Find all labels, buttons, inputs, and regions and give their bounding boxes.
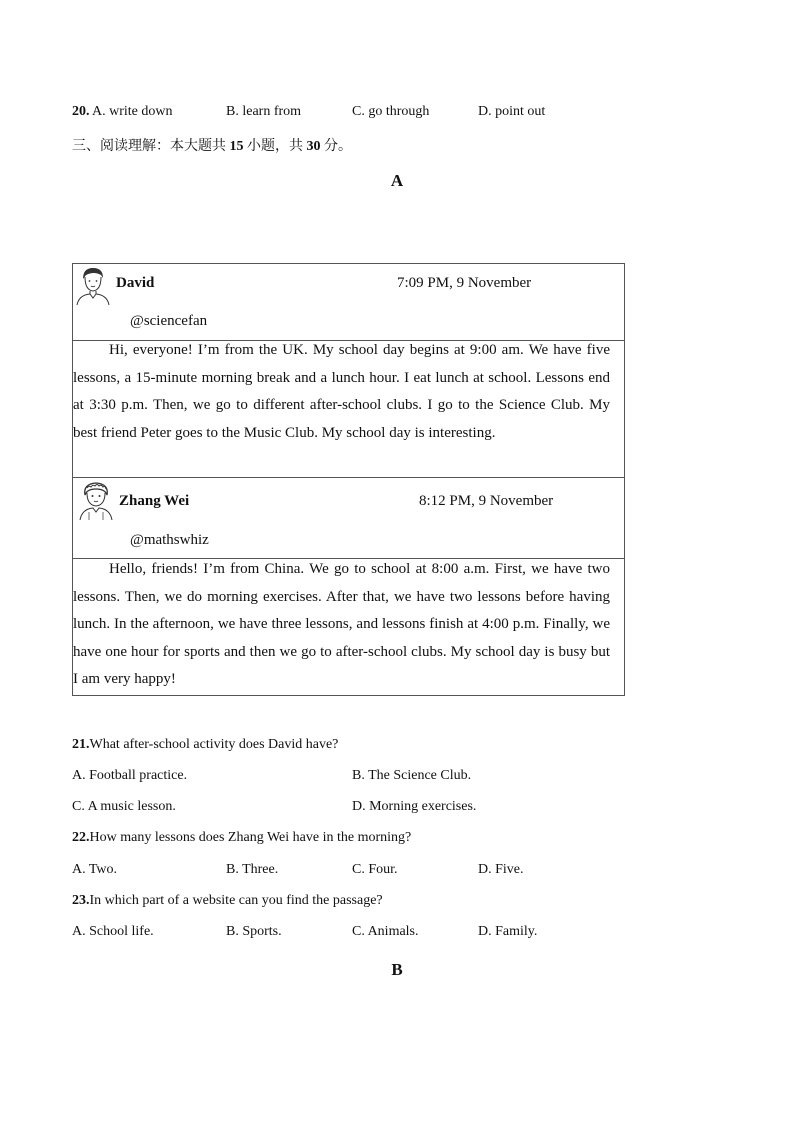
option-c: C. Animals. [352,924,419,939]
question-number: 20. [72,104,90,119]
option-b: B. Sports. [226,924,282,939]
option-a: A. School life. [72,924,154,939]
post-body: Hello, friends! I’m from China. We go to school at 8:00 a.m. First, we have two lessons. Then, we do morning exercises. After that, we have two lessons before having lunch. In the afternoon, we have three lessons, and lessons finish at 4:00 p.m. Finally, we have one hour for sports and then we go to after-school clubs. My school day is busy but I am very happy! [73,561,610,687]
option-b: B. learn from [226,104,302,119]
question-22 [72,830,411,846]
question-text: What after-school activity does David have? [89,737,339,752]
option-a: A. write down [92,104,173,119]
post-author-name: David [116,275,155,291]
option-d: D. Family. [478,924,538,939]
post-author-name: Zhang Wei [119,493,190,509]
passage-b-heading: B [391,960,403,979]
question-number: 22. [72,830,90,845]
option-b: B. Three. [226,862,279,877]
post-handle: @sciencefan [130,313,208,329]
divider [73,477,624,478]
post-timestamp: 7:09 PM, 9 November [397,275,532,291]
option-d: D. Five. [478,862,524,877]
question-20 [72,104,90,120]
post-body: Hi, everyone! I’m from the UK. My school day begins at 9:00 am. We have five lessons, a 15-minute morning break and a lunch hour. I eat lunch at school. Lessons end at 3:30 p.m. Then, we go to different after-school clubs. I go to the Science Club. My best friend Peter goes to the Music Club. My school day is interesting. [73,342,610,441]
option-c: C. Four. [352,862,398,877]
option-a: A. Football practice. [72,768,188,783]
option-a: A. Two. [72,862,118,877]
post-timestamp: 8:12 PM, 9 November [419,493,554,509]
option-c: C. go through [352,104,430,119]
boy-avatar-icon [74,265,112,305]
option-d: D. point out [478,104,546,119]
boy-curly-hair-avatar-icon [77,480,115,520]
post-handle: @mathswhiz [130,532,209,548]
question-text: In which part of a website can you find the passage? [89,893,383,908]
question-text: How many lessons does Zhang Wei have in the morning? [89,830,412,845]
section-heading: 三、阅读理解：本大题共 15 小题，共 30 分。 [72,139,352,154]
passage-a-heading: A [390,171,404,190]
social-posts-box [72,263,625,696]
question-23 [72,893,383,909]
option-b: B. The Science Club. [352,768,472,783]
question-number: 21. [72,737,90,752]
option-c: C. A music lesson. [72,799,176,814]
question-21 [72,737,338,753]
option-d: D. Morning exercises. [352,799,477,814]
question-number: 23. [72,893,90,908]
